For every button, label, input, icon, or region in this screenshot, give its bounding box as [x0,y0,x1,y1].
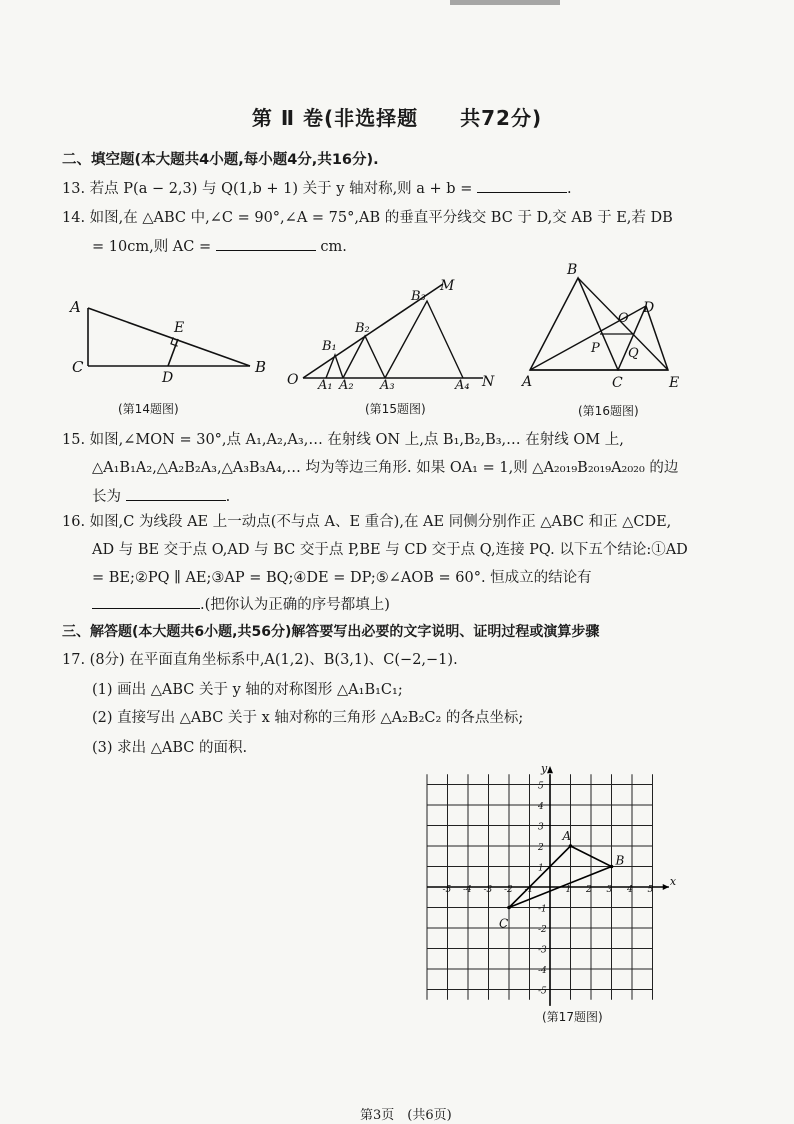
x-tick-label: -5 [442,885,452,895]
q15-pre: 长为 [92,489,121,505]
q13-end: . [566,181,572,197]
figure-17-grid [442,760,680,997]
fig15-label-n: N [482,374,495,390]
triangle-abc [509,846,612,908]
y-tick-label: -5 [538,986,547,997]
point-label-a: A [562,829,572,843]
y-tick-label: -2 [538,925,547,935]
fig14-side-ab [88,308,250,366]
fig17-caption: (第17题图) [542,1010,603,1024]
q16-tail: .(把你认为正确的序号都填上) [200,597,390,613]
fig14-label-d: D [162,370,174,386]
q16-answer-blank[interactable] [92,594,200,609]
question-16-line1: 16. 如图,C 为线段 AE 上一动点(不与点 A、E 重合),在 AE 同侧分别作正 △ABC 和正 △CDE, [62,514,672,530]
fig16-label-e: E [669,375,680,391]
fig14-bisector-de [168,339,178,366]
fill-in-heading: 二、填空题(本大题共4小题,每小题4分,共16分). [62,152,379,168]
fig15-label-a1: A₁ [318,378,333,393]
x-tick-label: -2 [504,885,513,895]
question-16-line2: AD 与 BE 交于点 O,AD 与 BC 交于点 P,BE 与 CD 交于点 Q,连接 PQ. 以下五个结论:①AD [92,542,688,558]
top-scan-mark [450,0,560,6]
fig16-label-c: C [612,375,623,391]
fig16-label-a: A [522,374,533,390]
fig15-triangle-1 [326,355,343,378]
question-15-line1: 15. 如图,∠MON = 30°,点 A₁,A₂,A₃,… 在射线 ON 上,点 B₁,B₂,B₃,… 在射线 OM 上, [62,432,624,448]
point-b [610,865,614,869]
q13-text: 13. 若点 P(a − 2,3) 与 Q(1,b + 1) 关于 y 轴对称,则 a + b = [62,181,473,197]
y-tick-label: -4 [538,966,547,976]
x-tick-label: 4 [627,885,633,895]
fig15-label-b3: B₃ [411,289,426,304]
fig15-label-a3: A₃ [380,378,395,393]
fig16-label-p: P [591,341,600,356]
x-tick-label: -4 [463,885,472,895]
fig14-label-a: A [70,298,81,316]
y-tick-label: 4 [538,802,544,812]
x-tick-label: -1 [524,885,534,895]
fig15-label-o: O [287,372,299,388]
y-tick-label: 3 [538,822,544,833]
point-c [507,906,511,910]
q15-answer-blank[interactable] [126,486,226,501]
y-tick-label: -3 [538,945,547,956]
page-footer: 第3页 (共6页) [360,1108,452,1123]
x-axis-arrow [663,884,669,890]
solution-heading: 三、解答题(本大题共6小题,共56分)解答要写出必要的文字说明、证明过程或演算步骤 [62,624,600,640]
q14-post: cm. [320,239,347,255]
x-tick-label: 2 [586,885,592,895]
x-tick-label: 1 [565,885,572,895]
y-tick-label: -1 [538,904,547,915]
q14-answer-blank[interactable] [216,236,316,251]
point-a [569,844,573,848]
q14-pre: = 10cm,则 AC = [92,239,212,255]
fig14-label-e: E [174,320,185,336]
point-label-b: B [615,853,625,868]
question-16-line3: = BE;②PQ ∥ AE;③AP = BQ;④DE = DP;⑤∠AOB = 60°. 恒成立的结论有 [92,570,592,586]
fig15-label-m: M [440,278,455,294]
fig16-triangle-abc [530,278,618,370]
figure-16 [518,260,688,395]
question-17-part2: (2) 直接写出 △ABC 关于 x 轴对称的三角形 △A₂B₂C₂ 的各点坐标; [92,710,524,726]
fig15-label-a4: A₄ [455,378,470,393]
fig15-triangle-2 [343,336,385,378]
fig16-label-d: D [643,300,655,316]
question-16-line4 [92,594,390,615]
fig14-label-b: B [255,358,267,376]
question-14-line1: 14. 如图,在 △ABC 中,∠C = 90°,∠A = 75°,AB 的垂直平分线交 BC 于 D,交 AB 于 E,若 DB [62,210,673,226]
fig15-triangle-3 [385,301,463,378]
fig16-label-q: Q [628,346,639,361]
question-13 [62,178,572,199]
question-17-part3: (3) 求出 △ABC 的面积. [92,740,248,756]
question-17-part1: (1) 画出 △ABC 关于 y 轴的对称图形 △A₁B₁C₁; [92,682,403,698]
x-tick-label: 5 [647,885,654,895]
figure-14 [60,290,280,390]
x-tick-label: -3 [483,885,493,895]
y-tick-label: 2 [538,843,544,853]
y-axis-arrow [547,766,553,773]
y-axis-label: y [541,762,548,776]
fig16-label-b: B [567,262,578,278]
fig15-caption: (第15题图) [365,402,426,416]
question-14-line2 [92,236,347,257]
point-label-c: C [499,916,509,931]
section-title: 第 Ⅱ 卷(非选择题 共72分) [251,106,543,130]
q15-end: . [225,489,231,505]
fig14-caption: (第14题图) [118,402,179,416]
fig15-label-b2: B₂ [355,321,370,336]
question-15-line2: △A₁B₁A₂,△A₂B₂A₃,△A₃B₃A₄,… 均为等边三角形. 如果 OA₁ = 1,则 △A₂₀₁₉B₂₀₁₉A₂₀₂₀ 的边 [92,460,679,476]
y-tick-label: 1 [538,863,544,874]
fig15-label-b1: B₁ [322,339,337,354]
fig16-label-o: O [618,311,629,326]
x-tick-label: 3 [606,885,613,895]
question-15-line3 [92,486,230,507]
figure-15 [285,270,505,393]
fig16-caption: (第16题图) [578,404,639,418]
fig14-label-c: C [72,358,84,376]
fig15-label-a2: A₂ [339,378,354,393]
y-tick-label: 5 [538,781,544,792]
x-axis-label: x [669,875,677,888]
q13-answer-blank[interactable] [477,178,567,193]
question-17-stem: 17. (8分) 在平面直角坐标系中,A(1,2)、B(3,1)、C(−2,−1). [62,652,458,668]
